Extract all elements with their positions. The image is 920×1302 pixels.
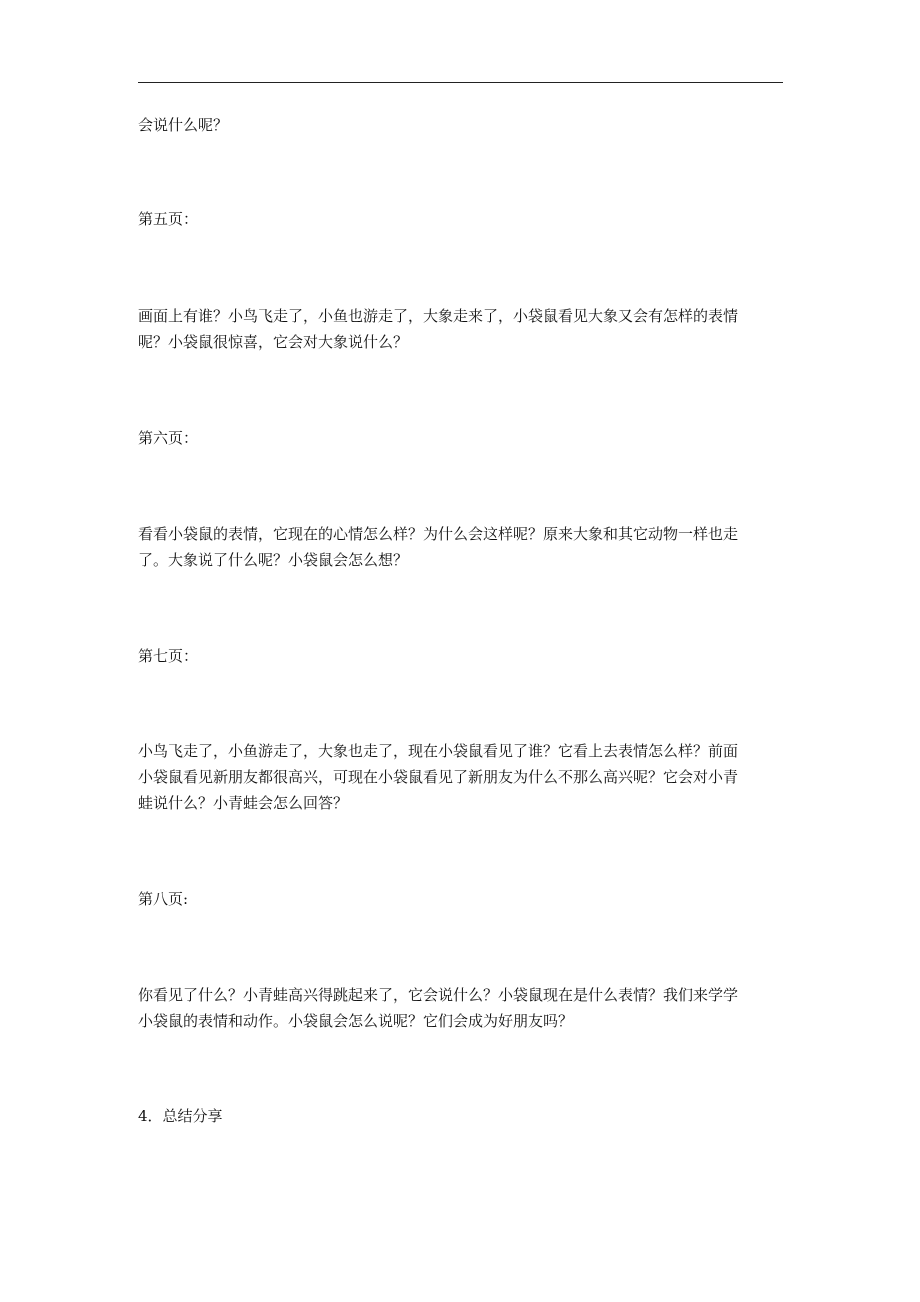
text-line: 看看小袋鼠的表情，它现在的心情怎么样？为什么会这样呢？原来大象和其它动物一样也走	[138, 525, 739, 543]
text-line: 会说什么呢？	[138, 116, 229, 134]
section-heading-page7: 第七页：	[138, 647, 199, 665]
text-line: 了。大象说了什么呢？小袋鼠会怎么想？	[138, 551, 409, 569]
text-line: 小袋鼠看见新朋友都很高兴，可现在小袋鼠看见了新朋友为什么不那么高兴呢？它会对小青	[138, 768, 739, 786]
text-line: 画面上有谁？小鸟飞走了，小鱼也游走了，大象走来了，小袋鼠看见大象又会有怎样的表情	[138, 307, 739, 325]
text-line: 小鸟飞走了，小鱼游走了，大象也走了，现在小袋鼠看见了谁？它看上去表情怎么样？前面	[138, 742, 739, 760]
section-heading-page8: 第八页:	[138, 890, 189, 908]
text-line: 你看见了什么？小青蛙高兴得跳起来了，它会说什么？小袋鼠现在是什么表情？我们来学学	[138, 986, 739, 1004]
section-heading-page6: 第六页：	[138, 429, 199, 447]
header-rule	[138, 82, 783, 83]
text-line: 呢？小袋鼠很惊喜，它会对大象说什么？	[138, 333, 409, 351]
section-heading-page5: 第五页：	[138, 210, 199, 228]
section-heading-summary: 4．总结分享	[138, 1107, 223, 1125]
text-line: 小袋鼠的表情和动作。小袋鼠会怎么说呢？它们会成为好朋友吗？	[138, 1012, 574, 1030]
text-line: 蛙说什么？小青蛙会怎么回答？	[138, 794, 349, 812]
